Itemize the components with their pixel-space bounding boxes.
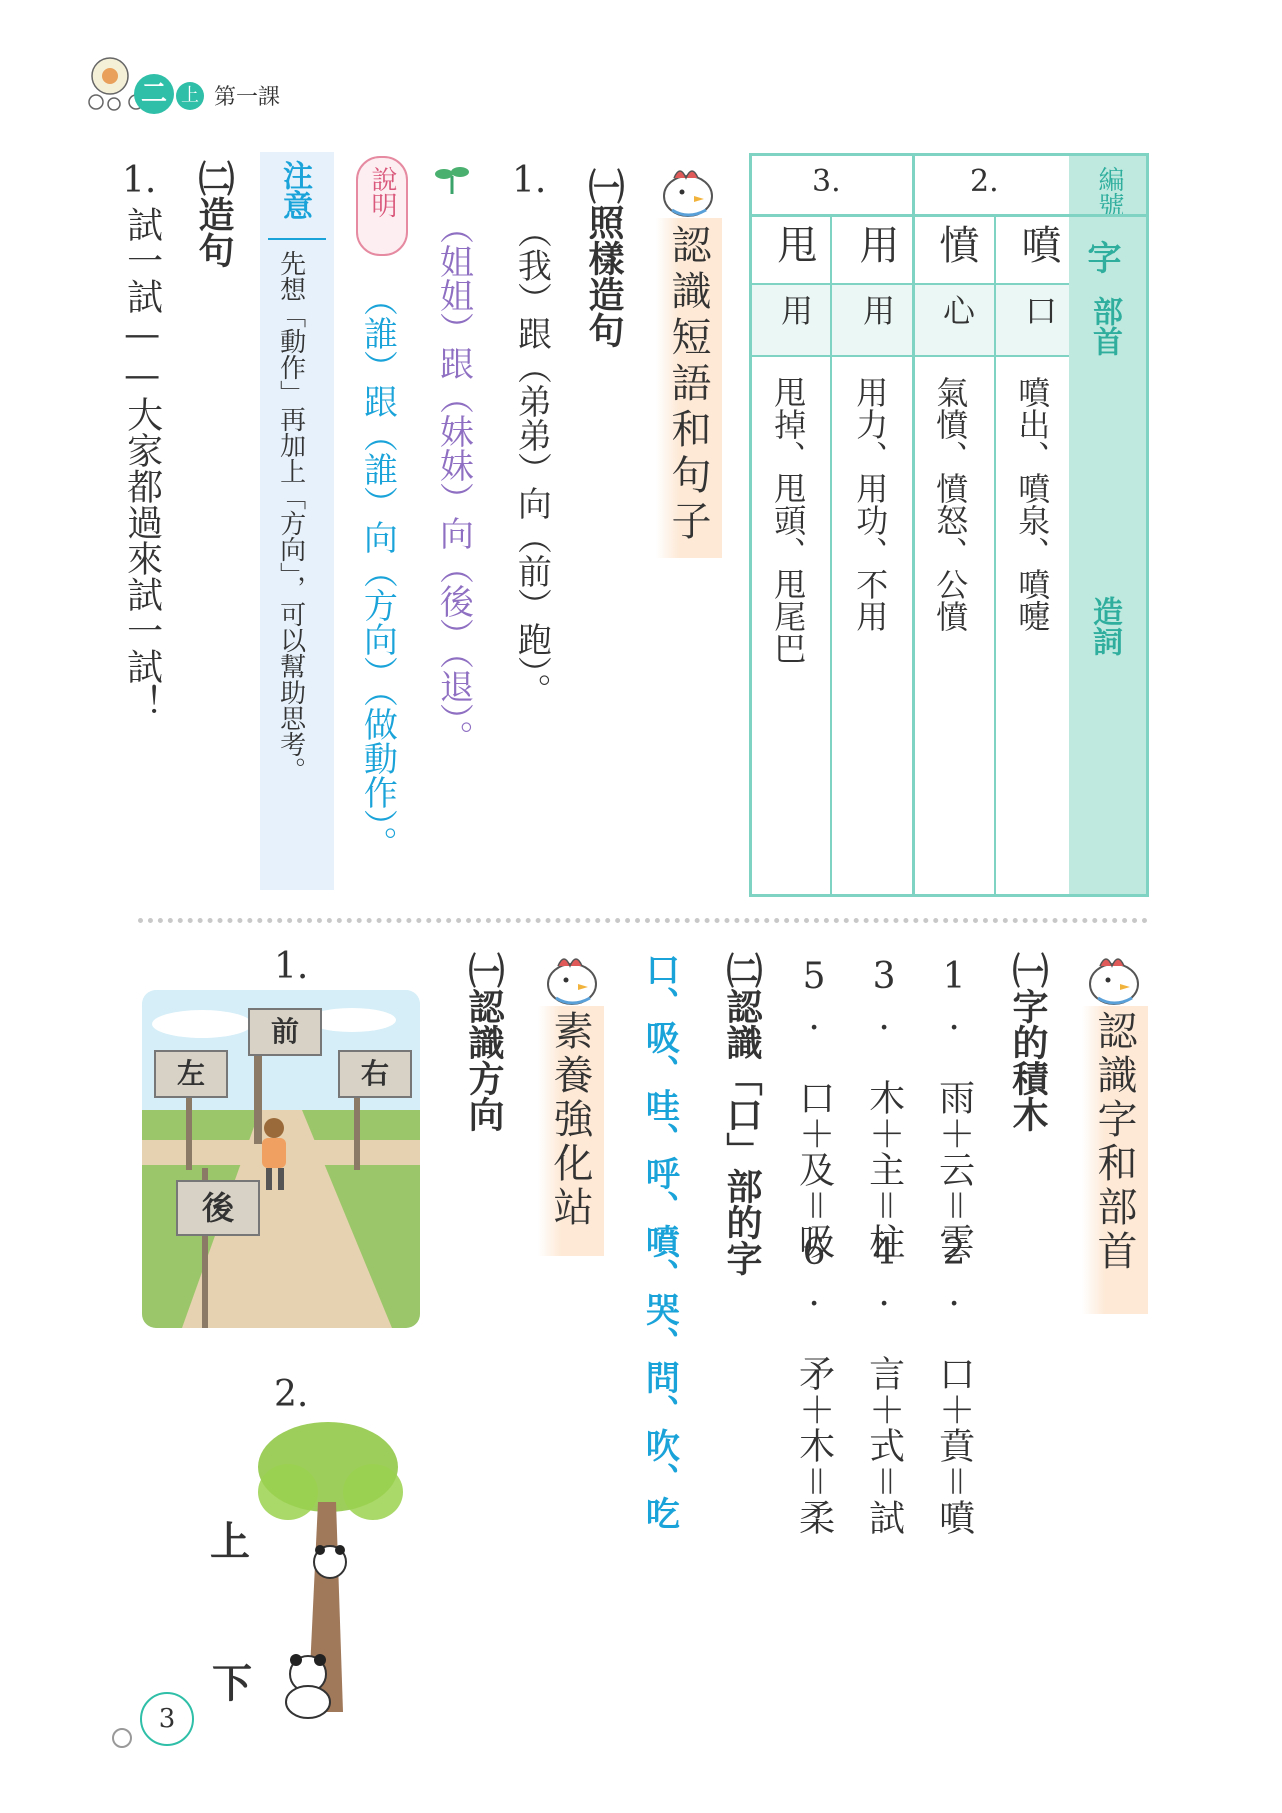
chicken-mascot-icon xyxy=(538,946,608,1014)
chicken-mascot-icon xyxy=(654,158,724,226)
term-badge: 上 xyxy=(176,82,204,110)
section-divider xyxy=(138,918,1148,923)
example-line-1: （我）跟（弟弟）向（前）跑）。 xyxy=(511,214,552,707)
note-divider xyxy=(268,238,326,240)
table-radical: 用 xyxy=(858,294,896,326)
sentence-text: 試一試——大家都過來試一試！ xyxy=(121,206,163,720)
table-words: 用力、用功、不用 xyxy=(851,376,890,632)
lower-banner-1: 認識字和部首 xyxy=(1091,1010,1137,1274)
table-line xyxy=(994,214,996,894)
sign-front xyxy=(248,1008,322,1056)
table-words: 甩掉、甩頭、甩尾巴 xyxy=(769,376,808,664)
tree-illustration xyxy=(248,1412,408,1726)
label-up: 上 xyxy=(210,1519,250,1565)
table-char: 甩 xyxy=(771,224,817,264)
example-number: 1. xyxy=(512,160,547,201)
picture-number: 1. xyxy=(274,946,309,987)
table-head-char: 字 xyxy=(1081,240,1121,274)
table-char: 用 xyxy=(853,224,899,264)
table-head-no: 編號 xyxy=(1094,166,1124,218)
sign-front-text: 前 xyxy=(270,1015,299,1048)
example-line-2: （姐姐）跟（妹妹）向（後）（退）。 xyxy=(433,210,474,754)
table-words: 氣憤、憤怒、公憤 xyxy=(931,376,970,632)
sign-right xyxy=(338,1050,412,1098)
sign-right-text: 右 xyxy=(360,1057,389,1090)
equation-2: 2. 口＋賁＝噴 xyxy=(933,1232,975,1535)
chicken-mascot-icon xyxy=(1080,946,1150,1014)
table-char: 噴 xyxy=(1015,224,1061,264)
table-head-words: 造詞 xyxy=(1087,596,1122,656)
table-words: 噴出、噴泉、噴嚏 xyxy=(1013,376,1052,632)
grade-badge: 二 xyxy=(134,74,174,114)
explain-badge-text: 說明 xyxy=(367,166,397,218)
lower-banner-2: 素養強化站 xyxy=(547,1010,593,1230)
page-number-badge xyxy=(140,1692,194,1746)
section-title-blocks: ㈠字的積木 xyxy=(1007,952,1048,1132)
note-text: 先想「動作」再加上「方向」，可以幫助思考。 xyxy=(275,250,306,783)
panda-up-icon xyxy=(314,1545,346,1578)
sign-back-text: 後 xyxy=(201,1189,234,1227)
tree-with-pandas xyxy=(248,1412,408,1722)
equation-4: 4. 言＋式＝試 xyxy=(863,1232,905,1535)
picture-number: 2. xyxy=(274,1374,309,1415)
label-down: 下 xyxy=(212,1661,252,1707)
table-char: 憤 xyxy=(933,224,979,264)
sign-left xyxy=(154,1050,228,1098)
equation-3: 3. 木＋主＝柱 xyxy=(863,956,905,1259)
upper-banner: 認識短語和句子 xyxy=(665,224,711,546)
section-title-direction: ㈠認識方向 xyxy=(463,952,504,1132)
table-line xyxy=(830,214,832,894)
table-radical: 口 xyxy=(1020,294,1058,326)
equation-5: 5. 口＋及＝吸 xyxy=(793,956,835,1259)
sentence-number: 1. xyxy=(122,160,157,201)
equation-1: 1. 雨＋云＝雲 xyxy=(933,956,975,1259)
table-row-no: 2. xyxy=(970,164,999,199)
lesson-title: 第一課 xyxy=(214,85,281,110)
sprout-icon xyxy=(432,160,472,200)
table-line xyxy=(752,214,1146,217)
table-line xyxy=(912,156,915,894)
section-title-sentence: ㈡造句 xyxy=(193,160,234,268)
table-head-radical: 部首 xyxy=(1087,296,1122,356)
example-line-3: （誰）跟（誰）向（方向）（做動作）。 xyxy=(357,282,398,860)
mouth-words: 口、吸、哇、呼、噴、哭、問、吹、吃 xyxy=(639,952,680,1530)
page-dot-icon xyxy=(112,1728,132,1748)
table-radical: 用 xyxy=(776,294,814,326)
page-number: 3 xyxy=(158,1704,176,1734)
note-title: 注意 xyxy=(277,160,312,220)
section-title-mouth: ㈡認識「口」部的字 xyxy=(721,952,762,1276)
character-table xyxy=(749,153,1149,897)
sign-left-text: 左 xyxy=(176,1057,205,1090)
table-radical: 心 xyxy=(938,294,976,326)
section-title-imitate: ㈠照樣造句 xyxy=(583,168,624,348)
equation-6: 6. 矛＋木＝柔 xyxy=(793,1232,835,1535)
sign-back xyxy=(176,1180,260,1236)
table-row-no: 3. xyxy=(812,164,841,199)
